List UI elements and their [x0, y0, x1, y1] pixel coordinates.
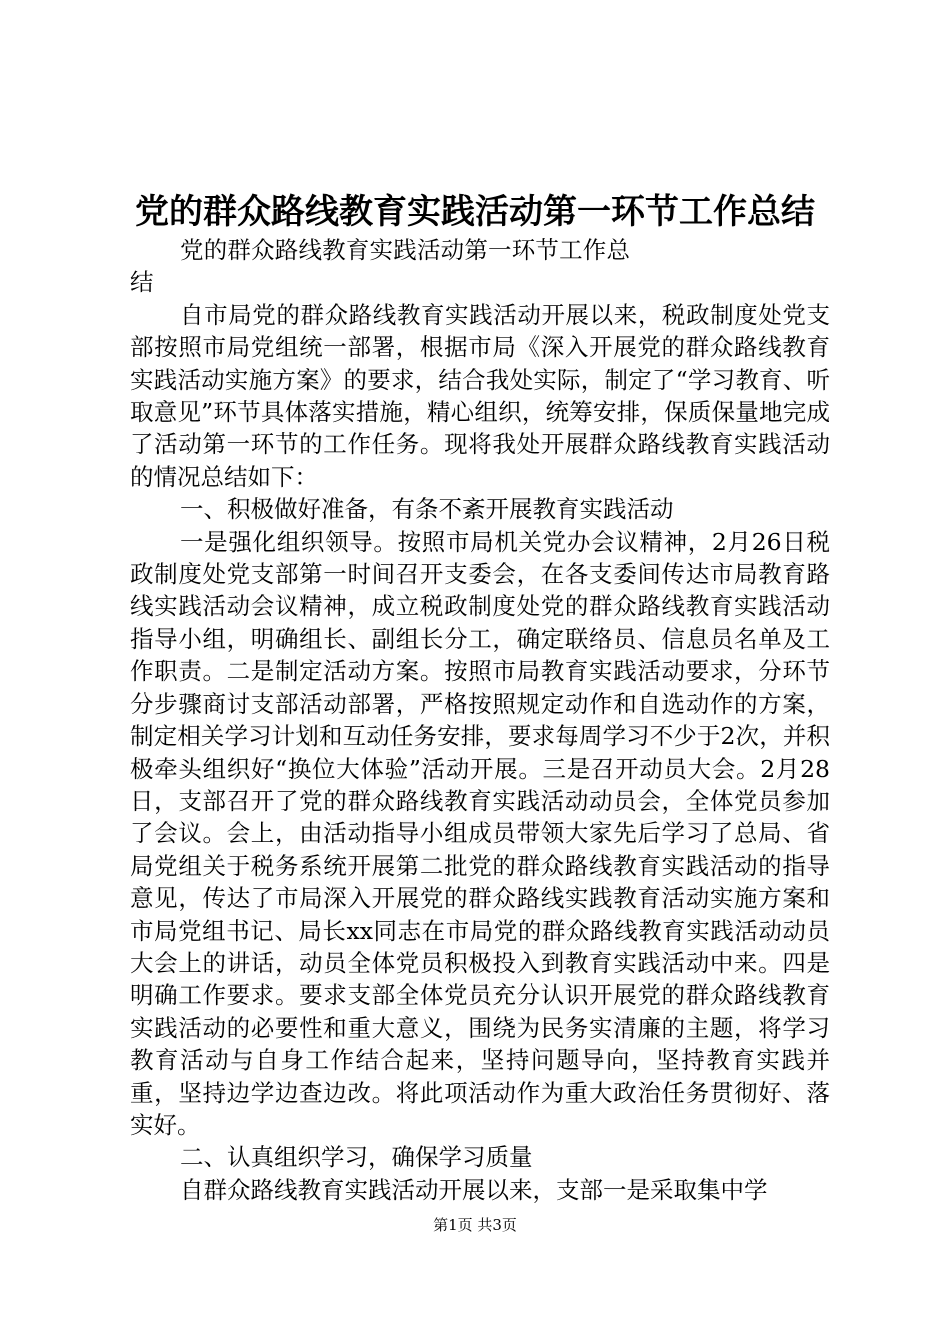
paragraph-section-1: 一是强化组织领导。按照市局机关党办会议精神，2月26日税政制度处党支部第一时间召开支委会，在各支委间传达市局教育路线实践活动会议精神，成立税政制度处党的群众路线教育实践活动指导小组，明确组长、副组长分工，确定联络员、信息员名单及工作职责。二是制定活动方案。按照市局教育实践活动要求，分环节分步骤商讨支部活动部署，严格按照规定动作和自选动作的方案，制定相关学习计划和互动任务安排，要求每周学习不少于2次，并积极牵头组织好“换位大体验”活动开展。三是召开动员大会。2月28日，支部召开了党的群众路线教育实践活动动员会，全体党员参加了会议。会上，由活动指导小组成员带领大家先后学习了总局、省局党组关于税务系统开展第二批党的群众路线教育实践活动的指导意见，传达了市局深入开展党的群众路线实践教育活动实施方案和市局党组书记、局长xx同志在市局党的群众路线教育实践活动动员大会上的讲话，动员全体党员积极投入到教育实践活动中来。四是明确工作要求。要求支部全体党员充分认识开展党的群众路线教育实践活动的必要性和重大意义，围绕为民务实清廉的主题，将学习教育活动与自身工作结合起来，坚持问题导向，坚持教育实践并重，坚持边学边查边改。将此项活动作为重大政治任务贯彻好、落实好。 — [130, 527, 830, 1139]
paragraph-intro: 自市局党的群众路线教育实践活动开展以来，税政制度处党支部按照市局党组统一部署，根据市局《深入开展党的群众路线教育实践活动实施方案》的要求，结合我处实际，制定了“学习教育、听取意见”环节具体落实措施，精心组织，统筹安排，保质保量地完成了活动第一环节的工作任务。现将我处开展群众路线教育实践活动的情况总结如下： — [130, 300, 830, 491]
paragraph-section-2: 自群众路线教育实践活动开展以来，支部一是采取集中学 — [180, 1175, 768, 1204]
document-body — [130, 234, 830, 1206]
document-subtitle: 党的群众路线教育实践活动第一环节工作总结 — [130, 236, 630, 297]
section-heading-2: 二、认真组织学习，确保学习质量 — [180, 1143, 533, 1172]
section-heading-1: 一、积极做好准备，有条不紊开展教育实践活动 — [180, 495, 674, 524]
document-title: 党的群众路线教育实践活动第一环节工作总结 — [135, 192, 815, 232]
page-footer: 第1页 共3页 — [433, 1216, 517, 1234]
